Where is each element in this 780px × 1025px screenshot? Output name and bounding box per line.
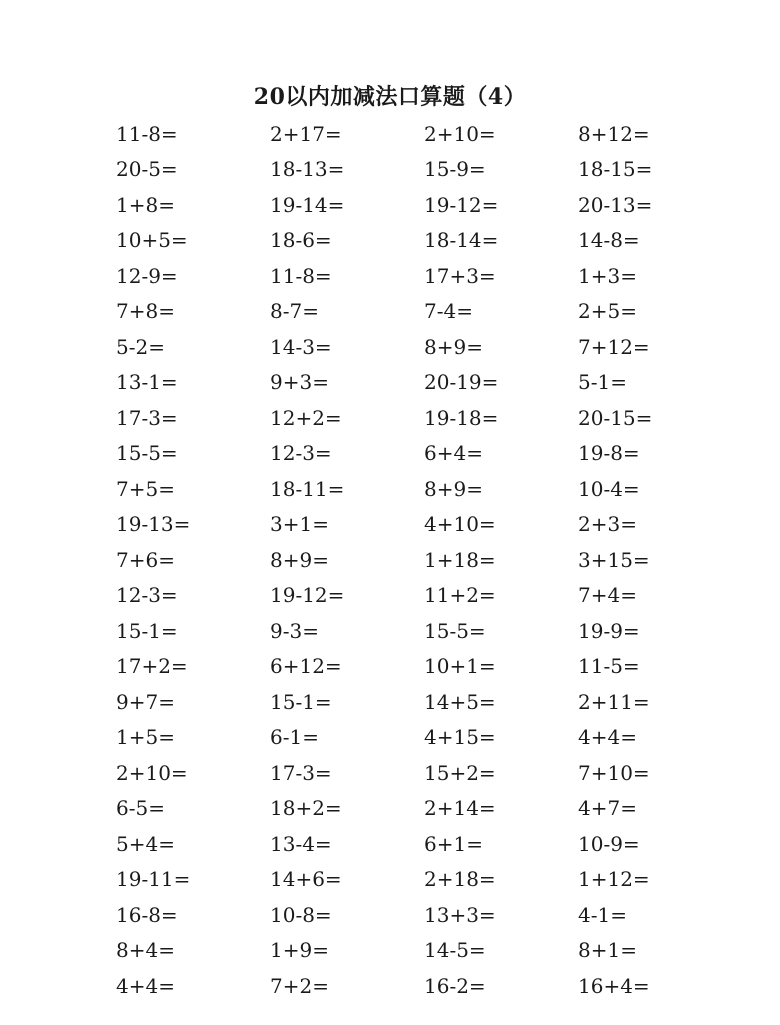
problem-item: 18+2=: [270, 796, 342, 821]
problem-item: 6+1=: [424, 831, 483, 856]
problem-row: [116, 223, 756, 259]
problem-item: 2+10=: [116, 760, 188, 785]
problem-item: 2+11=: [578, 689, 650, 714]
problem-item: 5+4=: [116, 831, 175, 856]
problem-item: 1+12=: [578, 867, 650, 892]
problem-item: 14+5=: [424, 689, 496, 714]
problem-item: 19-8=: [578, 441, 640, 466]
problem-row: [116, 187, 756, 223]
problem-item: 1+18=: [424, 547, 496, 572]
problem-item: 19-18=: [424, 405, 499, 430]
problem-item: 17+3=: [424, 263, 496, 288]
problem-item: 2+3=: [578, 512, 637, 537]
problem-item: 8+12=: [578, 121, 650, 146]
problem-item: 8-7=: [270, 299, 319, 324]
problem-item: 7+2=: [270, 973, 329, 998]
problem-item: 10+1=: [424, 654, 496, 679]
worksheet-title: 20以内加减法口算题（4）: [253, 84, 527, 110]
problem-item: 17-3=: [270, 760, 332, 785]
problem-item: 6+4=: [424, 441, 483, 466]
problem-item: 2+18=: [424, 867, 496, 892]
problem-item: 6-1=: [270, 725, 319, 750]
problem-item: 12-3=: [270, 441, 332, 466]
problem-item: 19-14=: [270, 192, 345, 217]
problem-item: 18-15=: [578, 157, 653, 182]
problem-row: [116, 329, 756, 365]
problem-item: 18-6=: [270, 228, 332, 253]
problem-row: [116, 649, 756, 685]
problem-item: 12+2=: [270, 405, 342, 430]
problem-item: 14+6=: [270, 867, 342, 892]
problem-item: 11+2=: [424, 583, 496, 608]
problem-item: 7+5=: [116, 476, 175, 501]
problem-row: [116, 862, 756, 898]
problem-item: 8+9=: [270, 547, 329, 572]
problem-item: 2+14=: [424, 796, 496, 821]
problem-item: 13+3=: [424, 902, 496, 927]
problem-item: 1+8=: [116, 192, 175, 217]
problem-item: 7+8=: [116, 299, 175, 324]
problem-row: [116, 471, 756, 507]
problem-row: [116, 152, 756, 188]
problem-item: 3+1=: [270, 512, 329, 537]
problem-item: 14-5=: [424, 938, 486, 963]
problem-item: 19-13=: [116, 512, 191, 537]
problem-row: [116, 507, 756, 543]
problem-item: 15-5=: [424, 618, 486, 643]
problem-item: 4+4=: [578, 725, 637, 750]
problem-item: 20-5=: [116, 157, 178, 182]
problem-item: 15-9=: [424, 157, 486, 182]
problem-row: [116, 826, 756, 862]
problem-row: [116, 542, 756, 578]
problem-item: 19-12=: [270, 583, 345, 608]
problem-item: 16-8=: [116, 902, 178, 927]
problem-row: [116, 400, 756, 436]
problem-row: [116, 436, 756, 472]
problem-row: [116, 897, 756, 933]
problem-item: 10-9=: [578, 831, 640, 856]
problem-item: 5-1=: [578, 370, 627, 395]
problem-row: [116, 578, 756, 614]
problem-item: 7+4=: [578, 583, 637, 608]
problem-item: 8+4=: [116, 938, 175, 963]
problem-row: [116, 791, 756, 827]
problem-item: 11-5=: [578, 654, 640, 679]
problem-item: 10-8=: [270, 902, 332, 927]
problem-item: 7+12=: [578, 334, 650, 359]
problem-row: [116, 720, 756, 756]
problem-item: 4+10=: [424, 512, 496, 537]
problem-item: 18-11=: [270, 476, 345, 501]
problem-item: 2+17=: [270, 121, 342, 146]
problem-row: [116, 365, 756, 401]
problem-item: 1+5=: [116, 725, 175, 750]
problem-row: [116, 116, 756, 152]
problem-item: 4+7=: [578, 796, 637, 821]
problem-item: 11-8=: [270, 263, 332, 288]
problem-row: [116, 294, 756, 330]
problem-item: 2+5=: [578, 299, 637, 324]
problem-row: [116, 933, 756, 969]
problem-item: 18-14=: [424, 228, 499, 253]
problem-item: 13-1=: [116, 370, 178, 395]
problem-item: 2+10=: [424, 121, 496, 146]
problem-row: [116, 258, 756, 294]
problem-item: 11-8=: [116, 121, 178, 146]
problem-item: 8+9=: [424, 476, 483, 501]
problem-row: [116, 968, 756, 1004]
problem-row: [116, 684, 756, 720]
problem-item: 1+3=: [578, 263, 637, 288]
problem-item: 4+4=: [116, 973, 175, 998]
problem-item: 9+3=: [270, 370, 329, 395]
problem-item: 10+5=: [116, 228, 188, 253]
problem-item: 14-3=: [270, 334, 332, 359]
problem-item: 3+15=: [578, 547, 650, 572]
problem-item: 17-3=: [116, 405, 178, 430]
problem-item: 8+9=: [424, 334, 483, 359]
problem-item: 1+9=: [270, 938, 329, 963]
problem-item: 4+15=: [424, 725, 496, 750]
problem-item: 15-5=: [116, 441, 178, 466]
problem-item: 19-9=: [578, 618, 640, 643]
problem-item: 6-5=: [116, 796, 165, 821]
problem-item: 9-3=: [270, 618, 319, 643]
problem-row: [116, 755, 756, 791]
problem-item: 20-13=: [578, 192, 653, 217]
problem-item: 19-11=: [116, 867, 191, 892]
problem-item: 17+2=: [116, 654, 188, 679]
problem-item: 15-1=: [116, 618, 178, 643]
problem-item: 20-19=: [424, 370, 499, 395]
problem-item: 9+7=: [116, 689, 175, 714]
problem-item: 16+4=: [578, 973, 650, 998]
problem-grid: [116, 116, 756, 1004]
problem-item: 12-3=: [116, 583, 178, 608]
problem-item: 20-15=: [578, 405, 653, 430]
problem-item: 8+1=: [578, 938, 637, 963]
problem-item: 10-4=: [578, 476, 640, 501]
problem-item: 14-8=: [578, 228, 640, 253]
problem-item: 16-2=: [424, 973, 486, 998]
problem-item: 7-4=: [424, 299, 473, 324]
problem-item: 6+12=: [270, 654, 342, 679]
problem-item: 18-13=: [270, 157, 345, 182]
problem-item: 15+2=: [424, 760, 496, 785]
problem-item: 5-2=: [116, 334, 165, 359]
problem-row: [116, 613, 756, 649]
problem-item: 15-1=: [270, 689, 332, 714]
problem-item: 7+10=: [578, 760, 650, 785]
problem-item: 19-12=: [424, 192, 499, 217]
problem-item: 7+6=: [116, 547, 175, 572]
problem-item: 13-4=: [270, 831, 332, 856]
problem-item: 4-1=: [578, 902, 627, 927]
problem-item: 12-9=: [116, 263, 178, 288]
